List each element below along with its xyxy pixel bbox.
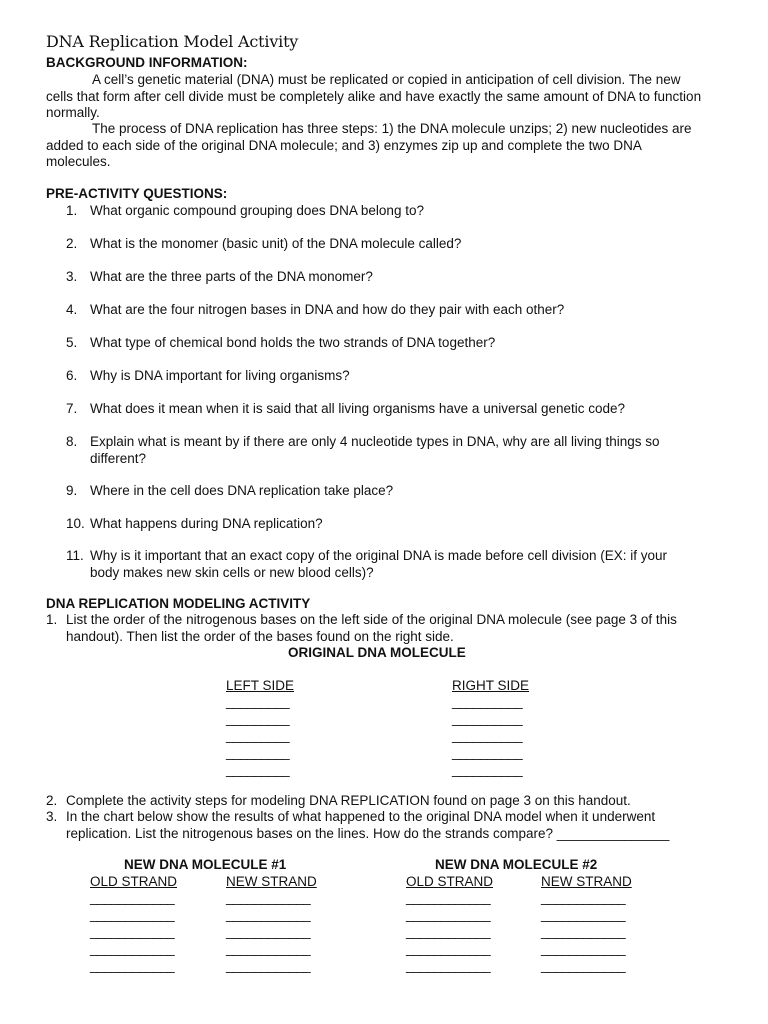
question-number: 11. <box>66 548 84 563</box>
molecule-2-new-strand-blank[interactable]: ____________ <box>541 958 626 973</box>
question-number: 4. <box>66 302 78 317</box>
question-text: What organic compound grouping does DNA belong to? <box>90 203 424 218</box>
question-number: 7. <box>66 401 78 416</box>
step-3-text: In the chart below show the results of what happened to the original DNA model when it underwent replication. List the nitrogenous bases on the lines. How do the strands compare? _______________ <box>66 809 670 841</box>
question-number: 1. <box>66 203 78 218</box>
right-side-label: RIGHT SIDE <box>452 678 530 693</box>
left-side-label: LEFT SIDE <box>226 678 295 693</box>
molecule-1-old-strand-blank[interactable]: ____________ <box>90 958 175 973</box>
molecule-2-old-strand-blank[interactable]: ____________ <box>406 924 491 939</box>
right-side-blank[interactable]: __________ <box>452 711 523 726</box>
molecule-2-new-strand-blank[interactable]: ____________ <box>541 941 626 956</box>
step-1-text: List the order of the nitrogenous bases on the left side of the original DNA molecule (see page 3 of this handout). Then list the order of the bases found on the right side. <box>66 612 677 644</box>
molecule-2-new-strand-label: NEW STRAND <box>541 874 632 889</box>
molecule-1-new-strand-label: NEW STRAND <box>226 874 317 889</box>
molecule-2-new-strand-blank[interactable]: ____________ <box>541 907 626 922</box>
question-number: 6. <box>66 368 78 383</box>
page-title: DNA Replication Model Activity <box>46 32 299 51</box>
question-number: 9. <box>66 483 78 498</box>
step-2-number: 2. <box>46 793 58 808</box>
left-side-blank[interactable]: _________ <box>226 728 290 743</box>
molecule-2-old-strand-label: OLD STRAND <box>406 874 494 889</box>
molecule-2-old-strand-blank[interactable]: ____________ <box>406 941 491 956</box>
question-text: What does it mean when it is said that all living organisms have a universal genetic code? <box>90 401 626 416</box>
right-side-blank[interactable]: __________ <box>452 745 523 760</box>
background-paragraph-1-text: A cell’s genetic material (DNA) must be replicated or copied in anticipation of cell division. The new cells that form after cell divide must be completely alike and have exactly the same amount of DNA to function normally. <box>46 72 702 120</box>
molecule-1-new-strand-blank[interactable]: ____________ <box>226 924 311 939</box>
molecule-1-new-strand-blank[interactable]: ____________ <box>226 958 311 973</box>
molecule-1-new-strand-blank[interactable]: ____________ <box>226 941 311 956</box>
right-side-blank[interactable]: __________ <box>452 762 523 777</box>
question-text: Why is it important that an exact copy of the original DNA is made before cell division (EX: if your body makes new skin cells or new blood cells)? <box>90 548 668 580</box>
question-text: What are the three parts of the DNA monomer? <box>90 269 373 284</box>
molecule-1-old-strand-blank[interactable]: ____________ <box>90 924 175 939</box>
question-number: 3. <box>66 269 78 284</box>
question-number: 5. <box>66 335 78 350</box>
question-text: What type of chemical bond holds the two strands of DNA together? <box>90 335 496 350</box>
original-molecule-heading: ORIGINAL DNA MOLECULE <box>288 645 466 660</box>
molecule-1-old-strand-blank[interactable]: ____________ <box>90 907 175 922</box>
new-molecule-1-heading: NEW DNA MOLECULE #1 <box>124 857 287 872</box>
background-paragraph-2-text: The process of DNA replication has three steps: 1) the DNA molecule unzips; 2) new nucleotides are added to each side of the original DNA molecule; and 3) enzymes zip up and complete the two DNA molecules. <box>46 121 692 169</box>
right-side-blank[interactable]: __________ <box>452 694 523 709</box>
molecule-1-old-strand-blank[interactable]: ____________ <box>90 941 175 956</box>
step-3-number: 3. <box>46 809 58 824</box>
molecule-2-new-strand-blank[interactable]: ____________ <box>541 890 626 905</box>
left-side-blank[interactable]: _________ <box>226 694 290 709</box>
molecule-1-new-strand-blank[interactable]: ____________ <box>226 907 311 922</box>
left-side-blank[interactable]: _________ <box>226 762 290 777</box>
molecule-2-new-strand-blank[interactable]: ____________ <box>541 924 626 939</box>
question-number: 2. <box>66 236 78 251</box>
molecule-2-old-strand-blank[interactable]: ____________ <box>406 890 491 905</box>
molecule-2-old-strand-blank[interactable]: ____________ <box>406 958 491 973</box>
question-text: What are the four nitrogen bases in DNA and how do they pair with each other? <box>90 302 565 317</box>
question-text: What happens during DNA replication? <box>90 516 323 531</box>
background-paragraph-1 <box>46 72 706 122</box>
step-2-text: Complete the activity steps for modeling DNA REPLICATION found on page 3 on this handout. <box>66 793 631 808</box>
pre-activity-heading: PRE-ACTIVITY QUESTIONS: <box>46 186 228 201</box>
step-1-number: 1. <box>46 612 58 627</box>
molecule-2-old-strand-blank[interactable]: ____________ <box>406 907 491 922</box>
new-molecule-2-heading: NEW DNA MOLECULE #2 <box>435 857 598 872</box>
question-text: What is the monomer (basic unit) of the DNA molecule called? <box>90 236 462 251</box>
background-paragraph-2 <box>46 121 706 171</box>
molecule-1-old-strand-label: OLD STRAND <box>90 874 178 889</box>
molecule-1-new-strand-blank[interactable]: ____________ <box>226 890 311 905</box>
left-side-blank[interactable]: _________ <box>226 711 290 726</box>
right-side-blank[interactable]: __________ <box>452 728 523 743</box>
left-side-blank[interactable]: _________ <box>226 745 290 760</box>
question-text: Where in the cell does DNA replication take place? <box>90 483 394 498</box>
modeling-heading: DNA REPLICATION MODELING ACTIVITY <box>46 596 311 611</box>
question-number: 10. <box>66 516 85 531</box>
question-text: Explain what is meant by if there are only 4 nucleotide types in DNA, why are all living things so different? <box>90 434 660 466</box>
question-number: 8. <box>66 434 78 449</box>
question-text: Why is DNA important for living organisms? <box>90 368 350 383</box>
molecule-1-old-strand-blank[interactable]: ____________ <box>90 890 175 905</box>
background-heading: BACKGROUND INFORMATION: <box>46 55 248 70</box>
